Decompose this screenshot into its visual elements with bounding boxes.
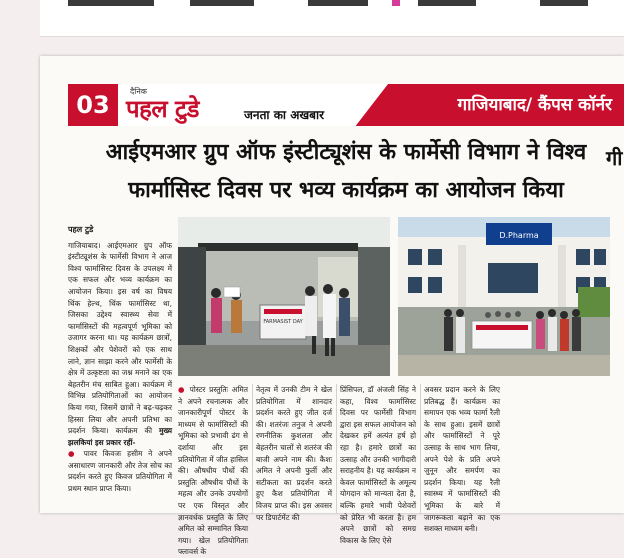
- newspaper-page: [40, 56, 624, 557]
- event-photo-2: [398, 217, 610, 376]
- headline-line-1: आईएमआर ग्रुप ऑफ इंस्टीट्यूशंस के फार्मेसी विभाग ने विश्व: [105, 140, 587, 165]
- article-text: पोस्टर प्रस्तुतिः अमित ने अपने रचनात्मक और जानकारीपूर्ण पोस्टर के माध्यम से फार्मासिस्टों की भूमिका को प्रभावी ढंग से दर्शाया और इस प्रतियोगिता में जीत हासिल की। औषधीय पौधों की प्रस्तुतिः औषधीय पौधों के महत्व और उनके उपयोगों पर एक विस्तृत और ज्ञानवर्धक प्रस्तुति के लिए अमित को सम्मानित किया गया। खेल प्रतियोगिताः फ्लावर्स के: [178, 385, 248, 557]
- tagline: जनता का अखबार: [244, 108, 325, 122]
- color-strip: [308, 0, 368, 6]
- newspaper-name: पहल टुडे: [126, 95, 199, 123]
- byline: पहल टुडे: [68, 225, 94, 234]
- building-sign: D.Pharma: [499, 231, 539, 240]
- color-strip: [190, 0, 254, 6]
- column-divider: [252, 384, 253, 514]
- color-strip: [68, 0, 154, 6]
- headline: [68, 134, 624, 210]
- event-photo-1: [178, 217, 390, 376]
- brand-prefix: दैनिक: [130, 87, 147, 96]
- banner-text: FARMASIST DAY: [263, 319, 303, 325]
- previous-page-edge: [40, 0, 624, 37]
- headline-line-2: फार्मासिस्ट दिवस पर भव्य कार्यक्रम का आयोजन किया: [128, 178, 564, 203]
- article-highlight: मुख्य झलकियां इस प्रकार रहीं-: [68, 426, 172, 447]
- color-strip: [418, 0, 476, 6]
- masthead: [68, 84, 624, 126]
- article-text: नेतृत्व में उनकी टीम ने खेल प्रतियोगिता में शानदार प्रदर्शन करते हुए जीत दर्ज की। शतरंजः तनुज ने अपनी रणनीतिक कुशलता और बेहतरीन चालों से शतरंज की बाजी अपने नाम की। कैशः अमित ने अपनी फुर्ती और सटीकता का प्रदर्शन करते हुए कैश प्रतियोगिता में विजय प्राप्त की। इस अवसर पर डिपार्टमेंट की: [256, 385, 332, 522]
- adjacent-headline-fragment: गी: [606, 146, 623, 170]
- section-title: गाजियाबाद/ कैंपस कॉर्नर: [457, 95, 612, 115]
- article-column-5: [424, 384, 500, 535]
- color-strip: [392, 0, 400, 6]
- article-column-4: [340, 384, 416, 546]
- page-number: 03: [68, 84, 118, 126]
- article-text: अवसर प्रदान करने के लिए प्रतिबद्ध हैं। कार्यक्रम का समापन एक भव्य फार्मा रैली के साथ हुआ। इसमें छात्रों और फार्मासिस्टों ने पूरे उत्साह के साथ भाग लिया, अपने पेशे के प्रति अपने जुनून और समर्पण का प्रदर्शन किया। यह रैली स्वास्थ्य में फार्मासिस्टों की भूमिका के बारे में जागरूकता बढ़ाने का एक सशक्त माध्यम बनी।: [424, 385, 500, 534]
- bullet-icon: ●: [68, 449, 78, 459]
- color-strip: [540, 0, 588, 6]
- article-bullet: पावर किवजः हसीम ने अपने असाधारण जानकारी और तेज सोच का प्रदर्शन करते हुए किवज प्रतियोगिता में प्रथम स्थान प्राप्त किया।: [68, 449, 173, 494]
- article-text: गाजियाबाद। आईएमआर ग्रुप ऑफ इंस्टीट्यूशंस के फार्मेसी विभाग ने आज विश्व फार्मासिस्ट दिवस के उपलक्ष्य में एक सफल और भव्य कार्यक्रम का आयोजन किया। इस वर्ष का विषय थिंक हेल्थ, थिंक फार्मासिस्ट था, जिसका उद्देश्य स्वास्थ्य सेवा में फार्मासिस्टों की महत्वपूर्ण भूमिका को उजागर करना था। यह कार्यक्रम छात्रों, शिक्षकों और पेशेवरों को एक साथ लाने, ज्ञान साझा करने और फार्मेसी के क्षेत्र में उत्कृष्टता का जश्न मनाने का एक बेहतरीन मंच साबित हुआ। कार्यक्रम में विभिन्न प्रतियोगिताओं का आयोजन किया गया, जिसमें छात्रों ने बढ़-चढ़कर हिस्सा लिया और अपनी प्रतिभा का प्रदर्शन किया। कार्यक्रम की: [68, 240, 172, 436]
- article-column-1: [68, 224, 172, 495]
- article-column-2: [178, 384, 248, 558]
- article-text: प्रिंसिपल, डॉ अंजली सिंह ने कहा, विश्व फार्मासिस्ट दिवस पर फार्मेसी विभाग द्वारा इस सफल आयोजन को देखकर हमें अत्यंत हर्ष हो रहा है। हमारे छात्रों का उत्साह और उनकी भागीदारी सराहनीय है। यह कार्यक्रम न केवल फार्मासिस्टों के अमूल्य योगदान को मान्यता देता है, बल्कि हमारे भावी पेशेवरों को प्रेरित भी करता है। हम अपने छात्रों को समग्र विकास के लिए ऐसे: [340, 385, 416, 545]
- column-divider: [336, 384, 337, 514]
- bullet-icon: ●: [178, 385, 186, 394]
- column-divider: [420, 384, 421, 514]
- article-column-3: [256, 384, 332, 523]
